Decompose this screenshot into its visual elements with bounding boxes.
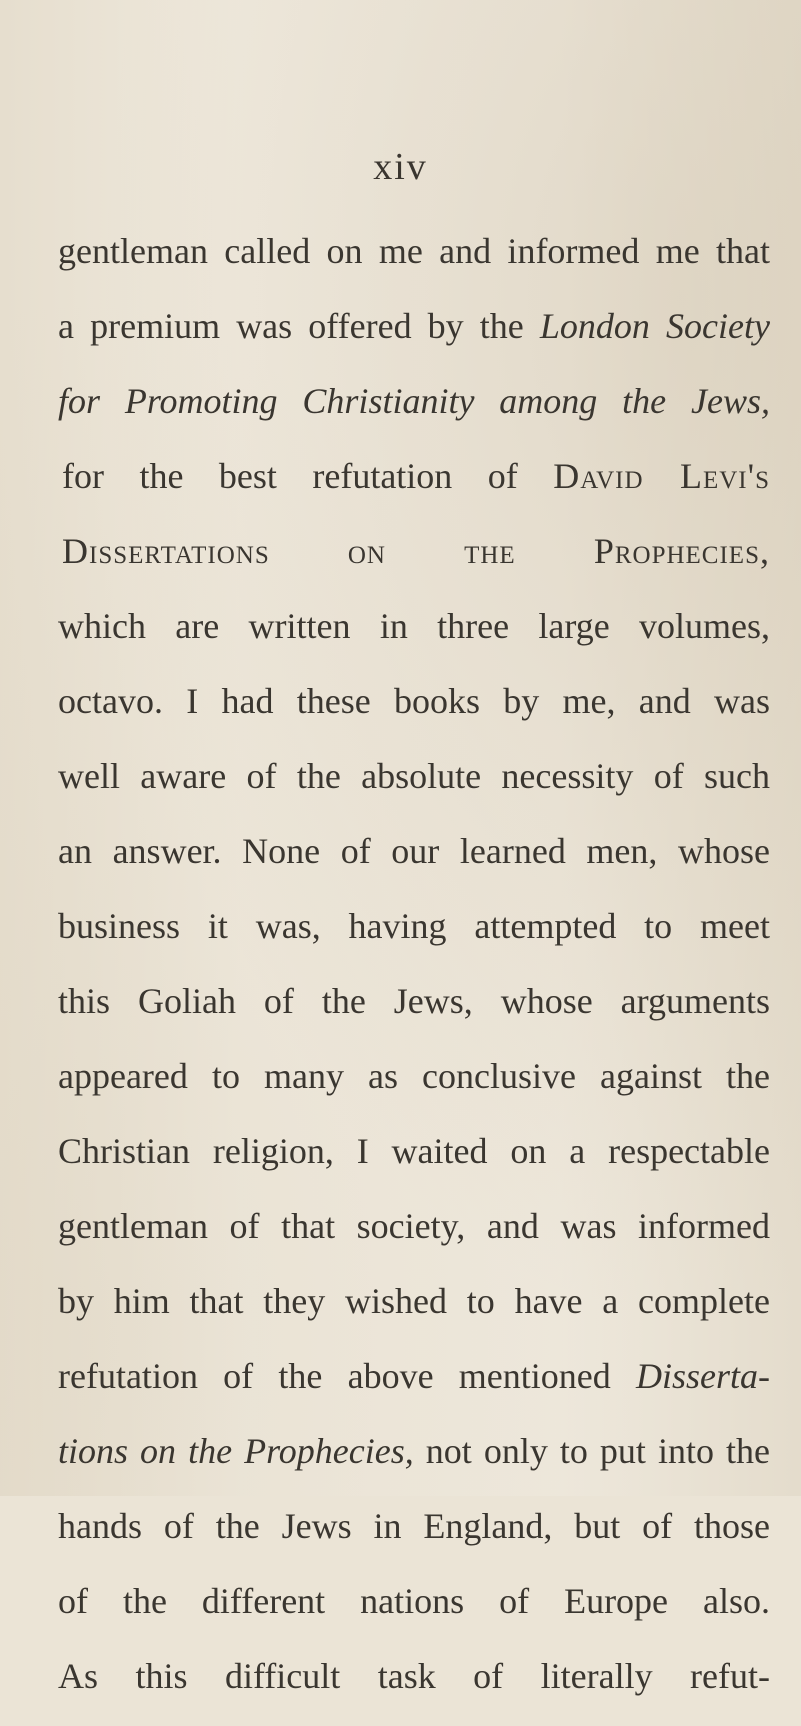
text-line-4 [58,451,770,526]
text-line-17-italic: tions on the Prophecies, [58,1431,414,1471]
text-line-2-roman: a premium was offered by the [58,306,540,346]
text-line-18: hands of the Jews in England, but of those [58,1506,770,1546]
text-line-11: this Goliah of the Jews, whose arguments [58,981,770,1021]
text-line-6: which are written in three large volumes, [58,606,770,646]
text-line-16 [58,1351,770,1426]
text-line-14: gentleman of that society, and was informed [58,1206,770,1246]
text-line-8: well aware of the absolute necessity of such [58,756,770,796]
text-line-2-italic: London Society [539,306,770,346]
text-line-13: Christian religion, I waited on a respectable [58,1131,770,1171]
page-number: xiv [373,146,428,188]
text-line-4-roman: for the best refutation of [62,456,554,496]
text-line-7: octavo. I had these books by me, and was [58,681,770,721]
text-line-16-roman: refutation of the above mentioned [58,1356,636,1396]
text-line-2 [58,301,770,376]
text-line-20: As this difficult task of literally refut- [58,1656,770,1696]
text-line-17 [58,1426,770,1501]
text-line-16-italic: Disserta- [636,1356,770,1396]
text-line-5: Dissertations on the Prophecies, [62,531,770,571]
text-line-9: an answer. None of our learned men, whose [58,831,770,871]
text-line-3: for Promoting Christianity among the Jews, [58,381,770,421]
text-line-17-roman: not only to put into the [413,1431,771,1471]
text-line-19: of the different nations of Europe also. [58,1581,770,1621]
text-line-1: gentleman called on me and informed me that [58,231,770,271]
body-text [58,226,770,1726]
text-line-12: appeared to many as conclusive against the [58,1056,770,1096]
text-line-10: business it was, having attempted to meet [58,906,770,946]
text-line-4-smallcaps: David Levi's [553,456,770,496]
text-line-15: by him that they wished to have a complete [58,1281,770,1321]
